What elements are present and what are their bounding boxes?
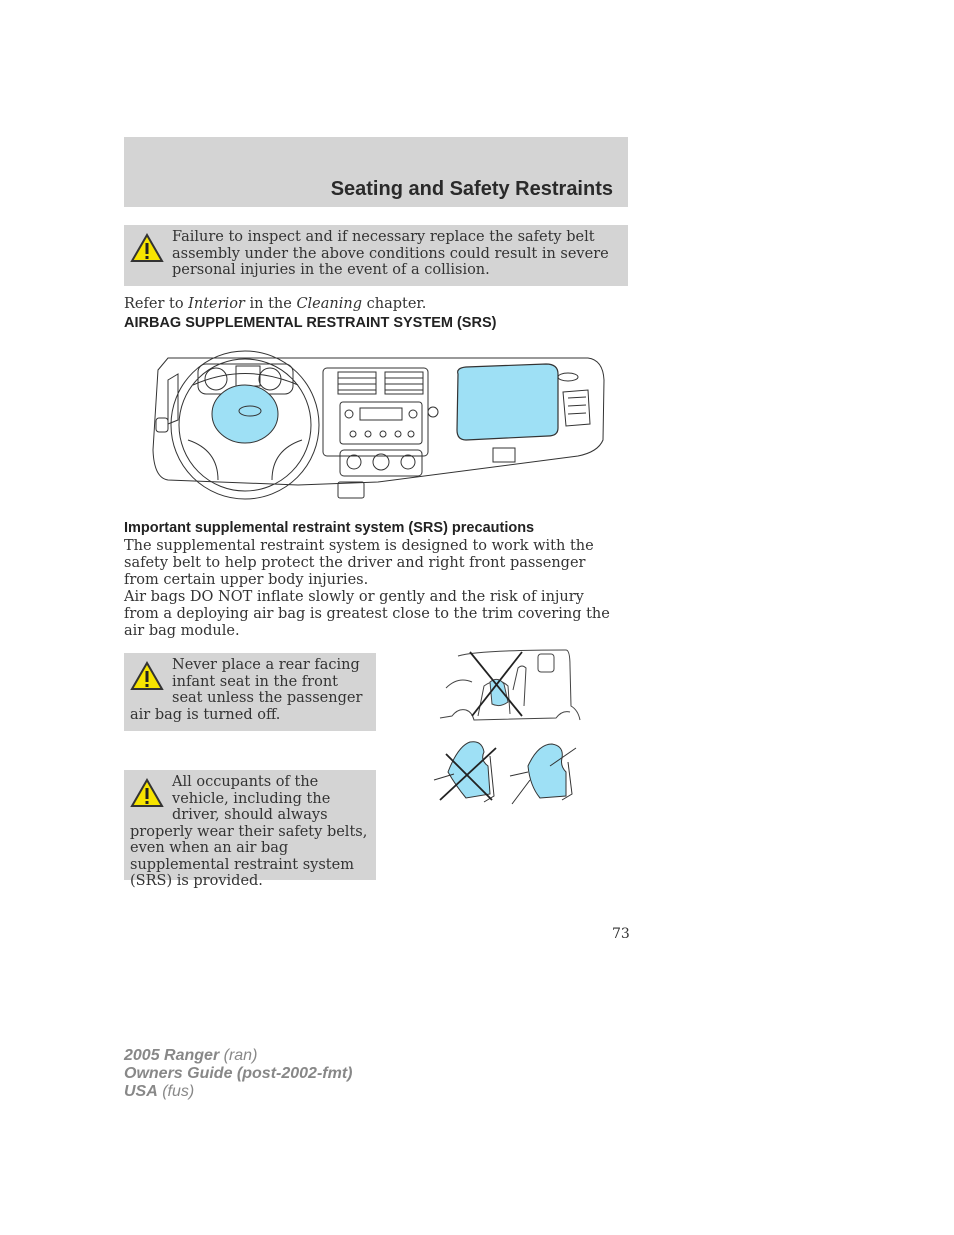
section-heading-precautions: Important supplemental restraint system (SRS) precautions [124, 520, 535, 536]
warning-box-occupants [124, 770, 376, 889]
refer-suffix: chapter. [362, 296, 427, 312]
occupants-illustration [430, 736, 585, 806]
footer-line1 [124, 1047, 352, 1065]
precautions-para2: Air bags DO NOT inflate slowly or gently and the risk of injury from a deploying air bag is greatest close to the trim covering the air bag module. [124, 589, 610, 639]
refer-prefix: Refer to [124, 296, 189, 312]
chapter-header [124, 137, 628, 207]
section-heading-srs: AIRBAG SUPPLEMENTAL RESTRAINT SYSTEM (SRS) [124, 315, 497, 331]
precautions-para1: The supplemental restraint system is designed to work with the safety belt to help protect the driver and right front passenger from certain upper body injuries. [124, 538, 594, 588]
passenger-airbag-area [457, 364, 558, 440]
footer-market: USA [124, 1083, 158, 1100]
warning-text: Failure to inspect and if necessary replace the safety belt assembly under the above conditions could result in severe personal injuries in the event of a collision. [172, 229, 609, 278]
page-number: 73 [612, 926, 630, 942]
warning-triangle-icon [130, 233, 164, 263]
refer-middle: in the [244, 296, 297, 312]
refer-line [124, 296, 426, 313]
driver-airbag-area [212, 385, 278, 443]
footer-line2 [124, 1065, 352, 1083]
footer-model: 2005 Ranger [124, 1047, 220, 1064]
document-footer [124, 1047, 352, 1101]
warning-text: All occupants of the vehicle, including the driver, should always properly wear their safety belts, even when an air bag supplemental restraint system (SRS) is provided. [130, 774, 368, 889]
warning-box-infant-seat [124, 653, 376, 731]
dashboard-illustration [148, 340, 608, 500]
footer-line3 [124, 1083, 352, 1101]
chapter-title: Seating and Safety Restraints [330, 178, 613, 200]
warning-box-inspect [124, 225, 628, 286]
refer-interior: Interior [188, 296, 245, 312]
refer-cleaning: Cleaning [296, 296, 362, 312]
warning-triangle-icon [130, 778, 164, 808]
warning-text: Never place a rear facing infant seat in the front seat unless the passenger air bag is turned off. [130, 657, 363, 723]
footer-guide: Owners Guide (post-2002-fmt) [124, 1065, 353, 1082]
infant-seat-illustration [438, 646, 583, 728]
footer-model-code: (ran) [219, 1047, 258, 1064]
footer-market-code: (fus) [157, 1083, 195, 1100]
warning-triangle-icon [130, 661, 164, 691]
